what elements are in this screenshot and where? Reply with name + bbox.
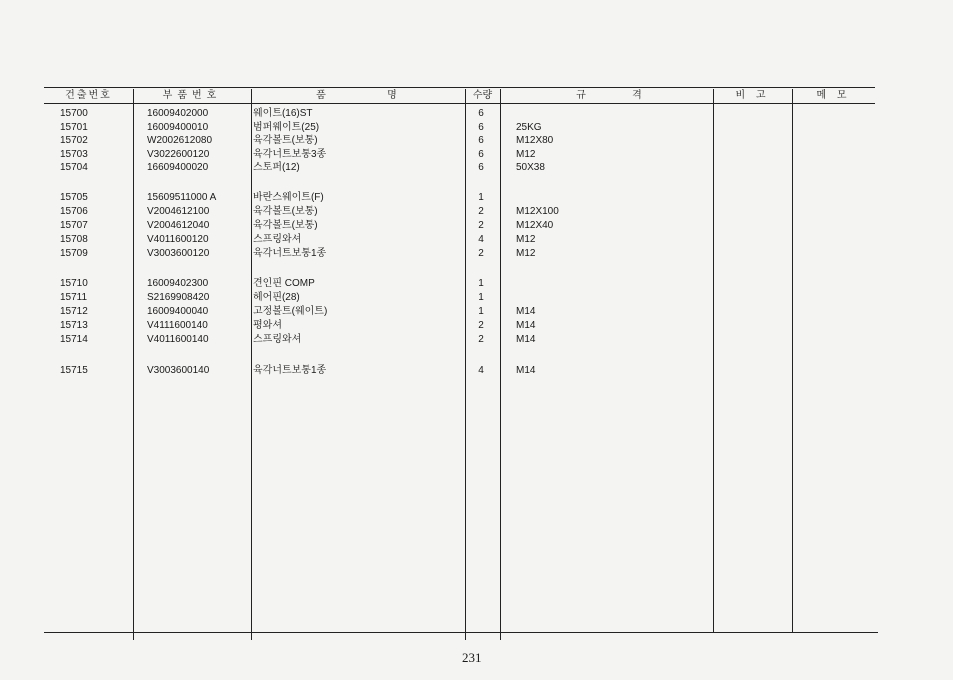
header-item-no: 건출번호 bbox=[65, 90, 112, 101]
part-name: 육각볼트(보통) bbox=[253, 206, 318, 217]
item-number: 15706 bbox=[60, 206, 88, 217]
table-row bbox=[0, 291, 953, 304]
item-number: 15710 bbox=[60, 278, 88, 289]
part-name: 육각너트보통1종 bbox=[253, 365, 327, 376]
item-number: 15708 bbox=[60, 234, 88, 245]
table-row bbox=[0, 134, 953, 147]
part-name: 스프링와셔 bbox=[253, 334, 302, 345]
part-number: 16609400020 bbox=[147, 162, 209, 173]
part-number: V2004612040 bbox=[147, 220, 210, 231]
table-row bbox=[0, 121, 953, 134]
part-name: 육각너트보통1종 bbox=[253, 248, 327, 259]
quantity: 6 bbox=[478, 121, 484, 133]
part-number: 16009402000 bbox=[147, 108, 209, 119]
table-top-rule bbox=[44, 87, 875, 88]
quantity: 2 bbox=[478, 220, 484, 231]
part-name: 헤어핀(28) bbox=[253, 292, 300, 303]
table-row bbox=[0, 148, 953, 161]
header-spec-a: 규 bbox=[576, 90, 588, 101]
specification: M12 bbox=[516, 248, 536, 259]
header-part-no: 부품번호 bbox=[162, 90, 222, 101]
part-name: 육각볼트(보통) bbox=[253, 220, 318, 231]
item-number: 15712 bbox=[60, 306, 88, 317]
table-row bbox=[0, 333, 953, 346]
part-name: 평와셔 bbox=[253, 320, 282, 331]
part-number: V2004612100 bbox=[147, 206, 210, 217]
table-row bbox=[0, 319, 953, 332]
quantity: 2 bbox=[478, 248, 484, 259]
quantity: 6 bbox=[478, 108, 484, 119]
part-name: 견인핀 COMP bbox=[253, 278, 315, 289]
quantity: 6 bbox=[478, 135, 484, 146]
header-memo: 메 모 bbox=[816, 90, 851, 101]
part-number: V4011600120 bbox=[147, 234, 209, 245]
part-number: V3022600120 bbox=[147, 148, 210, 160]
item-number: 15702 bbox=[60, 135, 88, 146]
quantity: 2 bbox=[478, 334, 484, 345]
table-row bbox=[0, 205, 953, 218]
part-number: W2002612080 bbox=[147, 135, 213, 146]
specification: M14 bbox=[516, 334, 536, 345]
quantity: 1 bbox=[478, 306, 484, 317]
quantity: 6 bbox=[478, 148, 484, 160]
page-number: 231 bbox=[462, 650, 482, 665]
part-number: 15609511000 A bbox=[147, 192, 217, 203]
specification: 25KG bbox=[516, 121, 542, 133]
part-name: 육각볼트(보통) bbox=[253, 135, 318, 146]
part-name: 스토퍼(12) bbox=[253, 162, 300, 173]
item-number: 15707 bbox=[60, 220, 88, 231]
part-number: 16009400010 bbox=[147, 121, 209, 133]
specification: M12X80 bbox=[516, 135, 554, 146]
specification: M14 bbox=[516, 320, 536, 331]
part-name: 웨이트(16)ST bbox=[253, 108, 313, 119]
item-number: 15700 bbox=[60, 108, 88, 119]
part-name: 육각너트보통3종 bbox=[253, 148, 327, 160]
item-number: 15711 bbox=[60, 292, 88, 303]
table-row bbox=[0, 277, 953, 290]
header-spec-b: 격 bbox=[632, 90, 644, 101]
table-row bbox=[0, 219, 953, 232]
specification: M14 bbox=[516, 365, 536, 376]
specification: 50X38 bbox=[516, 162, 545, 173]
part-number: 16009400040 bbox=[147, 306, 209, 317]
item-number: 15714 bbox=[60, 334, 88, 345]
item-number: 15703 bbox=[60, 148, 88, 160]
specification: M12 bbox=[516, 148, 536, 160]
part-number: V3003600120 bbox=[147, 248, 210, 259]
part-name: 고정볼트(웨이트) bbox=[253, 306, 328, 317]
specification: M12X100 bbox=[516, 206, 559, 217]
table-row bbox=[0, 161, 953, 174]
quantity: 4 bbox=[478, 234, 484, 245]
item-number: 15704 bbox=[60, 162, 88, 173]
part-name: 스프링와셔 bbox=[253, 234, 302, 245]
header-bottom-rule bbox=[44, 103, 875, 104]
part-number: V3003600140 bbox=[147, 365, 210, 376]
table-row bbox=[0, 191, 953, 204]
quantity: 2 bbox=[478, 206, 484, 217]
header-name-a: 품 bbox=[316, 90, 328, 101]
item-number: 15705 bbox=[60, 192, 88, 203]
header-remark: 비 고 bbox=[735, 90, 770, 101]
specification: M14 bbox=[516, 306, 536, 317]
header-name-b: 명 bbox=[387, 90, 399, 101]
header-qty: 수량 bbox=[472, 90, 493, 101]
part-name: 범퍼웨이트(25) bbox=[253, 121, 320, 133]
quantity: 1 bbox=[478, 278, 484, 289]
part-name: 바란스웨이트(F) bbox=[253, 192, 324, 203]
table-row bbox=[0, 364, 953, 377]
item-number: 15709 bbox=[60, 248, 88, 259]
table-row bbox=[0, 233, 953, 246]
part-number: V4111600140 bbox=[147, 320, 208, 331]
table-bottom-rule bbox=[44, 632, 878, 633]
item-number: 15715 bbox=[60, 365, 88, 376]
part-number: 16009402300 bbox=[147, 278, 209, 289]
part-number: S2169908420 bbox=[147, 292, 210, 303]
table-row bbox=[0, 107, 953, 120]
quantity: 4 bbox=[478, 365, 484, 376]
specification: M12X40 bbox=[516, 220, 554, 231]
quantity: 1 bbox=[478, 192, 484, 203]
item-number: 15701 bbox=[60, 121, 88, 133]
quantity: 2 bbox=[478, 320, 484, 331]
table-row bbox=[0, 305, 953, 318]
item-number: 15713 bbox=[60, 320, 88, 331]
quantity: 1 bbox=[478, 292, 484, 303]
quantity: 6 bbox=[478, 162, 484, 173]
table-row bbox=[0, 247, 953, 260]
specification: M12 bbox=[516, 234, 536, 245]
part-number: V4011600140 bbox=[147, 334, 209, 345]
